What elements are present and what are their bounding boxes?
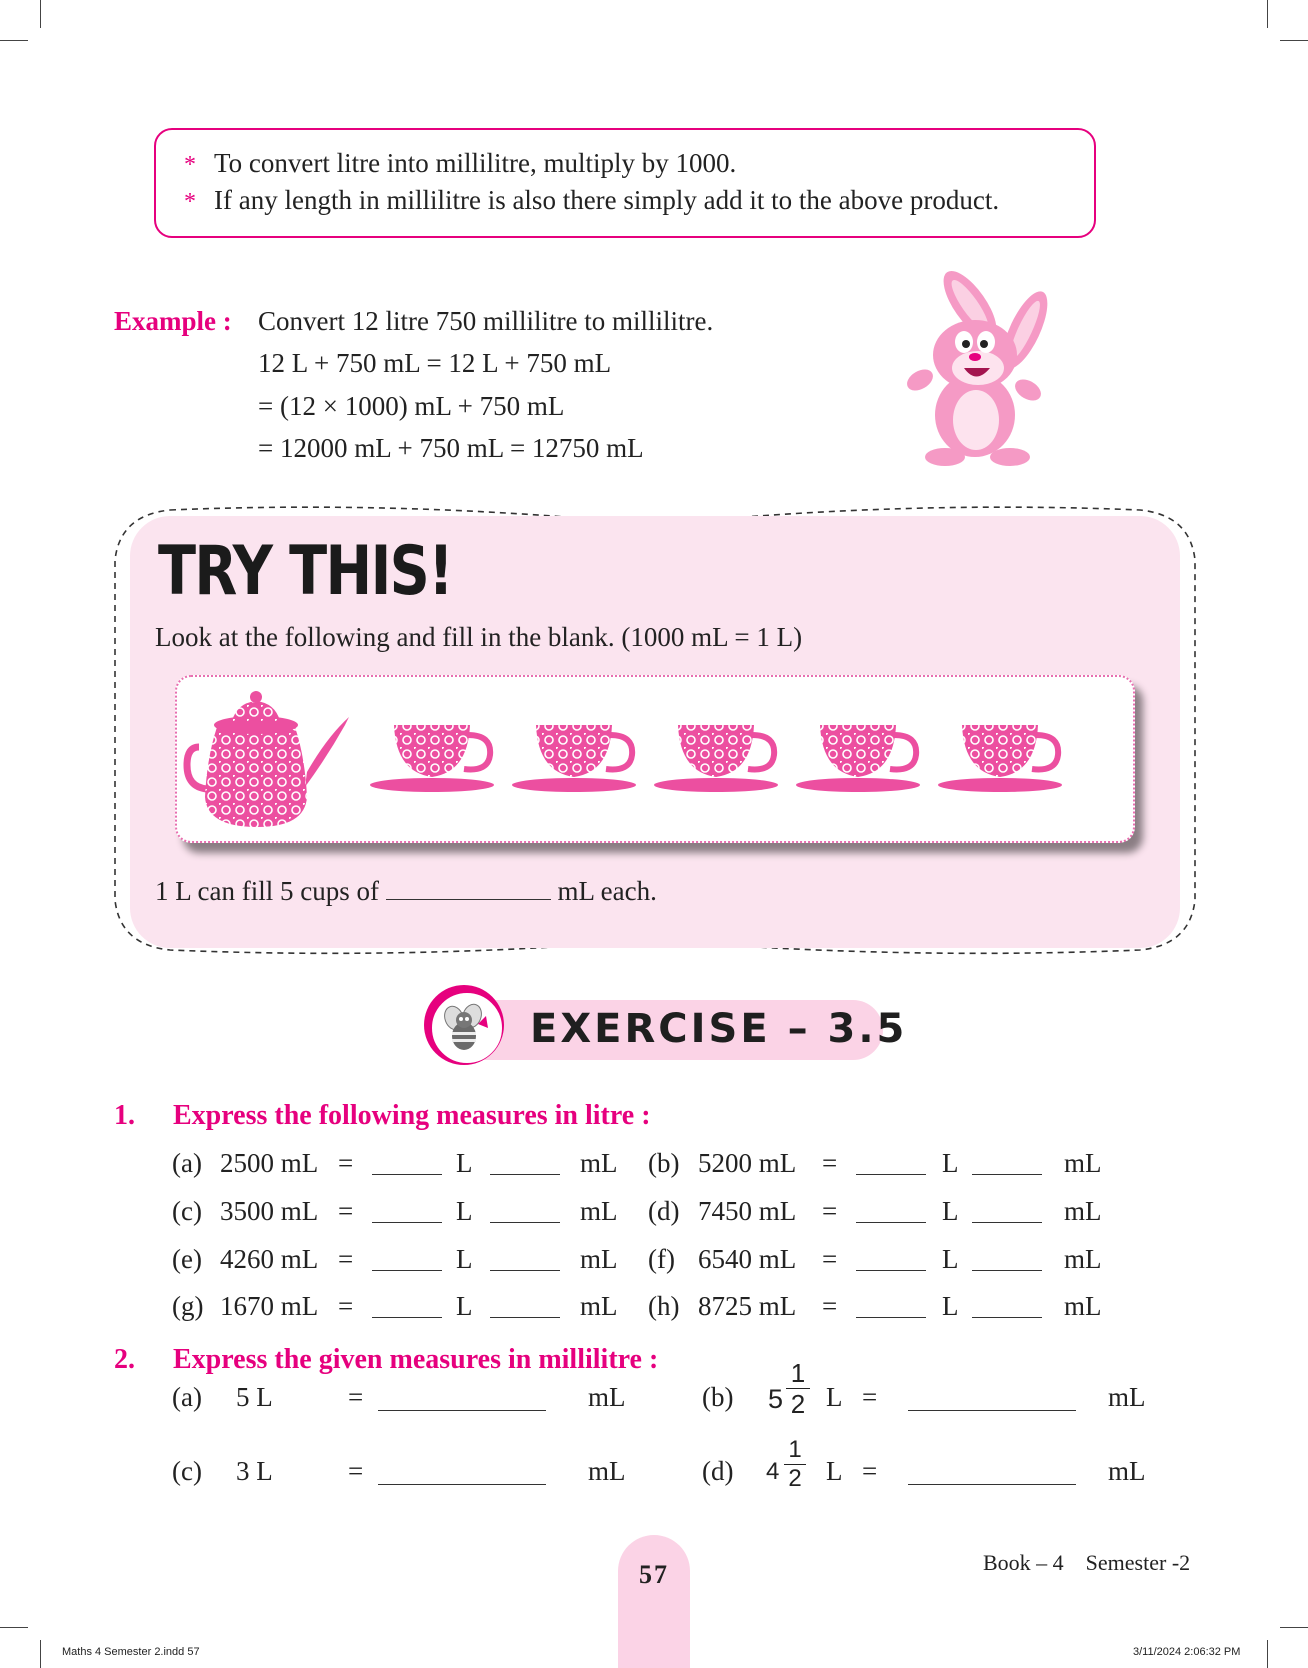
page-number-tab [618, 1535, 690, 1668]
equals-sign: = [822, 1244, 838, 1274]
book-semester-label: Book – 4 Semester -2 [983, 1550, 1191, 1575]
rabbit-illustration [900, 270, 1070, 470]
answer-blank[interactable] [490, 1291, 560, 1318]
item-value: 5200 mL [698, 1148, 797, 1178]
item-label: (d) [648, 1196, 680, 1226]
fraction-denominator: 2 [790, 1389, 806, 1419]
unit-l: L [456, 1196, 473, 1226]
unit-l: L [942, 1244, 959, 1274]
unit-l: L [456, 1244, 473, 1274]
mixed-whole: 5 [768, 1384, 784, 1414]
fraction-numerator: 1 [784, 1436, 806, 1465]
print-slug-left: Maths 4 Semester 2.indd 57 [62, 1646, 200, 1658]
example-line: 12 L + 750 mL = 12 L + 750 mL [258, 348, 612, 378]
item-value: 5 L [236, 1382, 273, 1412]
cup-icon [654, 725, 778, 792]
fraction-numerator: 1 [786, 1358, 810, 1389]
bee-icon [436, 998, 492, 1054]
item-label: (f) [648, 1244, 675, 1274]
example-line: = (12 × 1000) mL + 750 mL [258, 391, 565, 421]
item-label: (c) [172, 1456, 202, 1486]
cup-icon [796, 725, 920, 792]
unit-ml: mL [1108, 1456, 1146, 1486]
item-label: (g) [172, 1291, 204, 1321]
item-value: 3500 mL [220, 1196, 319, 1226]
answer-blank[interactable] [856, 1244, 926, 1271]
answer-blank[interactable] [490, 1196, 560, 1223]
unit-l: L [942, 1148, 959, 1178]
equals-sign: = [348, 1382, 364, 1412]
answer-blank[interactable] [386, 899, 551, 900]
equals-sign: = [862, 1456, 878, 1486]
item-label: (e) [172, 1244, 202, 1274]
item-value: 8725 mL [698, 1291, 797, 1321]
example-label: Example : [114, 306, 232, 336]
equals-sign: = [338, 1148, 354, 1178]
fill-text-before: 1 L can fill 5 cups of [155, 876, 379, 906]
cup-icon [938, 725, 1062, 792]
unit-l: L [456, 1291, 473, 1321]
unit-ml: mL [580, 1291, 618, 1321]
cup-icon [370, 725, 494, 792]
fraction-denominator: 2 [788, 1465, 802, 1492]
question-1-number: 1. [114, 1100, 135, 1131]
answer-blank[interactable] [972, 1291, 1042, 1318]
item-label: (a) [172, 1382, 202, 1412]
item-label: (b) [702, 1382, 734, 1412]
tip-text: To convert litre into millilitre, multiply by 1000. [214, 148, 737, 178]
unit-ml: mL [588, 1456, 626, 1486]
equals-sign: = [338, 1244, 354, 1274]
fraction [786, 1358, 810, 1419]
crop-mark [1267, 0, 1268, 28]
try-this-title: TRY THIS! [158, 532, 452, 611]
bullet: * [184, 152, 196, 178]
equals-sign: = [822, 1291, 838, 1321]
crop-mark [0, 1627, 28, 1628]
fraction [784, 1436, 806, 1493]
page-number: 57 [639, 1560, 669, 1589]
tip-1 [184, 148, 736, 179]
equals-sign: = [822, 1148, 838, 1178]
unit-ml: mL [1108, 1382, 1146, 1412]
crop-mark [40, 1640, 41, 1668]
answer-blank[interactable] [856, 1196, 926, 1223]
unit-ml: mL [580, 1244, 618, 1274]
unit-ml: mL [1064, 1148, 1102, 1178]
print-slug-right: 3/11/2024 2:06:32 PM [1133, 1646, 1241, 1658]
teapot-cups-card [175, 675, 1135, 843]
example-line: Convert 12 litre 750 millilitre to millilitre. [258, 306, 714, 336]
equals-sign: = [822, 1196, 838, 1226]
equals-sign: = [862, 1382, 878, 1412]
unit-l: L [826, 1382, 843, 1412]
item-value: 7450 mL [698, 1196, 797, 1226]
item-value: 3 L [236, 1456, 273, 1486]
crop-mark [1280, 1627, 1308, 1628]
try-this-fill-blank [155, 876, 657, 907]
example-line: = 12000 mL + 750 mL = 12750 mL [258, 433, 644, 463]
answer-blank[interactable] [372, 1291, 442, 1318]
answer-blank[interactable] [372, 1148, 442, 1175]
answer-blank[interactable] [378, 1456, 546, 1485]
answer-blank[interactable] [908, 1456, 1076, 1485]
unit-ml: mL [1064, 1291, 1102, 1321]
answer-blank[interactable] [972, 1244, 1042, 1271]
unit-ml: mL [1064, 1244, 1102, 1274]
unit-l: L [826, 1456, 843, 1486]
item-value: 4260 mL [220, 1244, 319, 1274]
mixed-whole: 4 [766, 1458, 780, 1485]
exercise-title: EXERCISE – 3.5 [530, 1006, 908, 1052]
answer-blank[interactable] [856, 1291, 926, 1318]
answer-blank[interactable] [972, 1196, 1042, 1223]
tips-box [154, 128, 1096, 238]
tip-text: If any length in millilitre is also there simply add it to the above product. [214, 185, 1000, 215]
unit-l: L [942, 1291, 959, 1321]
item-label: (h) [648, 1291, 680, 1321]
item-value: 6540 mL [698, 1244, 797, 1274]
unit-ml: mL [588, 1382, 626, 1412]
equals-sign: = [338, 1291, 354, 1321]
question-1-title: Express the following measures in litre : [173, 1100, 651, 1131]
unit-ml: mL [580, 1196, 618, 1226]
crop-mark [1267, 1640, 1268, 1668]
equals-sign: = [338, 1196, 354, 1226]
item-label: (b) [648, 1148, 680, 1178]
fill-text-after: mL each. [557, 876, 657, 906]
equals-sign: = [348, 1456, 364, 1486]
item-value: 1670 mL [220, 1291, 319, 1321]
unit-ml: mL [1064, 1196, 1102, 1226]
answer-blank[interactable] [372, 1196, 442, 1223]
answer-blank[interactable] [856, 1148, 926, 1175]
answer-blank[interactable] [490, 1148, 560, 1175]
answer-blank[interactable] [372, 1244, 442, 1271]
question-2-title: Express the given measures in millilitre : [173, 1344, 659, 1375]
teapot-and-cups [177, 677, 1133, 841]
unit-l: L [942, 1196, 959, 1226]
answer-blank[interactable] [972, 1148, 1042, 1175]
item-label: (a) [172, 1148, 202, 1178]
crop-mark [0, 40, 28, 41]
item-label: (d) [702, 1456, 734, 1486]
item-value: 2500 mL [220, 1148, 319, 1178]
answer-blank[interactable] [490, 1244, 560, 1271]
item-label: (c) [172, 1196, 202, 1226]
unit-ml: mL [580, 1148, 618, 1178]
crop-mark [40, 0, 41, 28]
question-2-number: 2. [114, 1344, 135, 1375]
answer-blank[interactable] [908, 1382, 1076, 1411]
crop-mark [1280, 40, 1308, 41]
answer-blank[interactable] [378, 1382, 546, 1411]
try-this-instruction: Look at the following and fill in the blank. (1000 mL = 1 L) [155, 622, 803, 652]
teapot-icon [187, 691, 349, 827]
tip-2 [184, 185, 999, 216]
bullet: * [184, 189, 196, 215]
cup-icon [512, 725, 636, 792]
unit-l: L [456, 1148, 473, 1178]
